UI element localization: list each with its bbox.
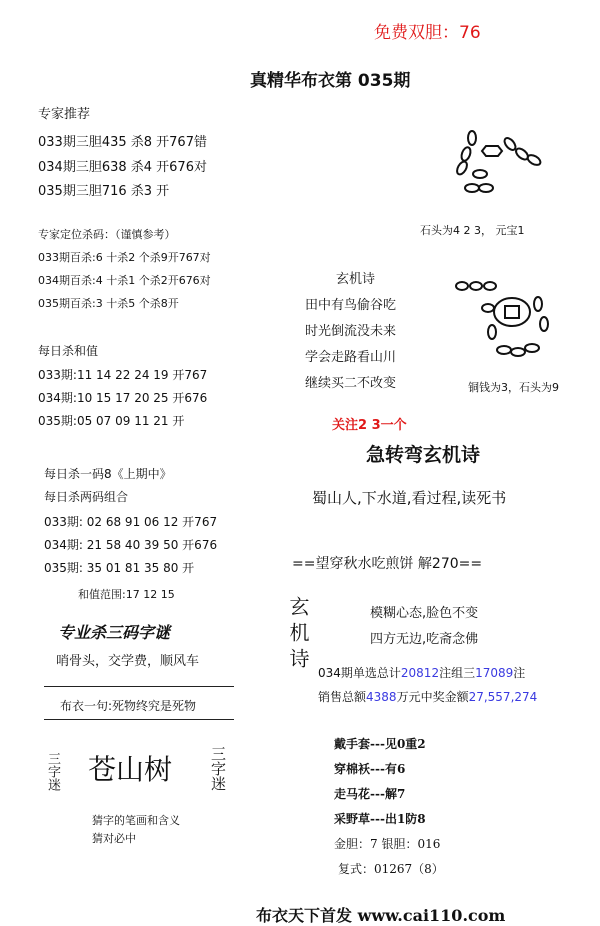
- clue-line: 戴手套---见0重2: [334, 737, 426, 751]
- poem-line: 时光倒流没未来: [305, 324, 397, 339]
- expert-row: 034期三胆638 杀4 开676对: [38, 160, 207, 175]
- expert-row: 033期三胆435 杀8 开767错: [38, 135, 207, 150]
- position-kill-row: 034期百杀:4 十杀1 个杀2开676对: [38, 274, 211, 287]
- poem-small-title: 玄机诗: [336, 272, 376, 287]
- mooncake-line: ==望穿秋水吃煎饼 解270==: [292, 556, 483, 572]
- daily-kill-row: 033期: 02 68 91 06 12 开767: [44, 515, 218, 529]
- sum-range: 和值范围:17 12 15: [78, 588, 175, 601]
- poem-line: 继续买二不改变: [305, 376, 397, 391]
- riddle-hint-1: 猜字的笔画和含义: [92, 814, 180, 827]
- stones-ingot-picture: [448, 128, 558, 212]
- clue-line: 采野草---出1防8: [334, 812, 426, 826]
- big-poem-title: 急转弯玄机诗: [366, 444, 481, 466]
- three-code-text: 哨骨头，交学费，顺风车: [56, 654, 200, 669]
- poem-line: 田中有鸟偷谷吃: [305, 298, 397, 313]
- riddle-side-right: 三字迷: [209, 746, 227, 791]
- clue-line: 穿棉袄---有6: [334, 762, 406, 776]
- sales-line-1: 034期单选总计20812注组三17089注: [318, 666, 526, 680]
- page-title: 真精华布衣第 035期: [250, 71, 411, 91]
- position-kill-heading: 专家定位杀码：（谨慎参考）: [38, 228, 176, 241]
- sales-line-2: 销售总额4388万元中奖金额27,557,274: [318, 690, 538, 704]
- three-code-title: 专业杀三码字谜: [58, 623, 171, 642]
- gold-silver-line: 金胆：7 银胆：016: [334, 837, 441, 851]
- picture-caption-2: 铜钱为3，石头为9: [468, 381, 559, 394]
- picture-caption-1: 石头为4 2 3， 元宝1: [420, 224, 525, 237]
- daily-sum-row: 033期:11 14 22 24 19 开767: [38, 368, 208, 382]
- daily-kill-subheading: 每日杀两码组合: [44, 490, 129, 504]
- xuanji-vertical-title: 玄机诗: [286, 596, 310, 674]
- position-kill-row: 033期百杀:6 十杀2 个杀9开767对: [38, 251, 211, 264]
- position-kill-row: 035期百杀:3 十杀5 个杀8开: [38, 297, 179, 310]
- daily-kill-row: 034期: 21 58 40 39 50 开676: [44, 538, 218, 552]
- riddle-main: 苍山树: [88, 753, 173, 786]
- free-pair-label: 免费双胆：76: [374, 23, 481, 43]
- daily-sum-heading: 每日杀和值: [38, 344, 99, 358]
- xuanji-line-1: 模糊心态,脸色不变: [370, 606, 479, 621]
- xuanji-line-2: 四方无边,吃斋念佛: [370, 632, 479, 647]
- daily-kill-heading: 每日杀一码8《上期中》: [44, 467, 172, 481]
- daily-sum-row: 035期:05 07 09 11 21 开: [38, 414, 185, 428]
- coin-stones-picture: [452, 278, 564, 370]
- riddle-hint-2: 猜对必中: [92, 832, 136, 845]
- riddle-side-left: 三字迷: [45, 752, 60, 791]
- compound-line: 复式：01267（8）: [338, 862, 444, 876]
- poem-line: 学会走路看山川: [305, 350, 397, 365]
- daily-sum-row: 034期:10 15 17 20 25 开676: [38, 391, 208, 405]
- footer-site: 布衣天下首发 www.cai110.com: [256, 906, 506, 925]
- expert-heading: 专家推荐: [38, 107, 91, 122]
- daily-kill-row: 035期: 35 01 81 35 80 开: [44, 561, 195, 575]
- clue-line: 走马花---解7: [334, 787, 406, 801]
- focus-label: 关注2 3一个: [332, 418, 407, 433]
- big-poem-line: 蜀山人,下水道,看过程,读死书: [312, 489, 507, 507]
- saying: 布衣一句:死物终究是死物: [60, 699, 197, 713]
- expert-row: 035期三胆716 杀3 开: [38, 184, 170, 199]
